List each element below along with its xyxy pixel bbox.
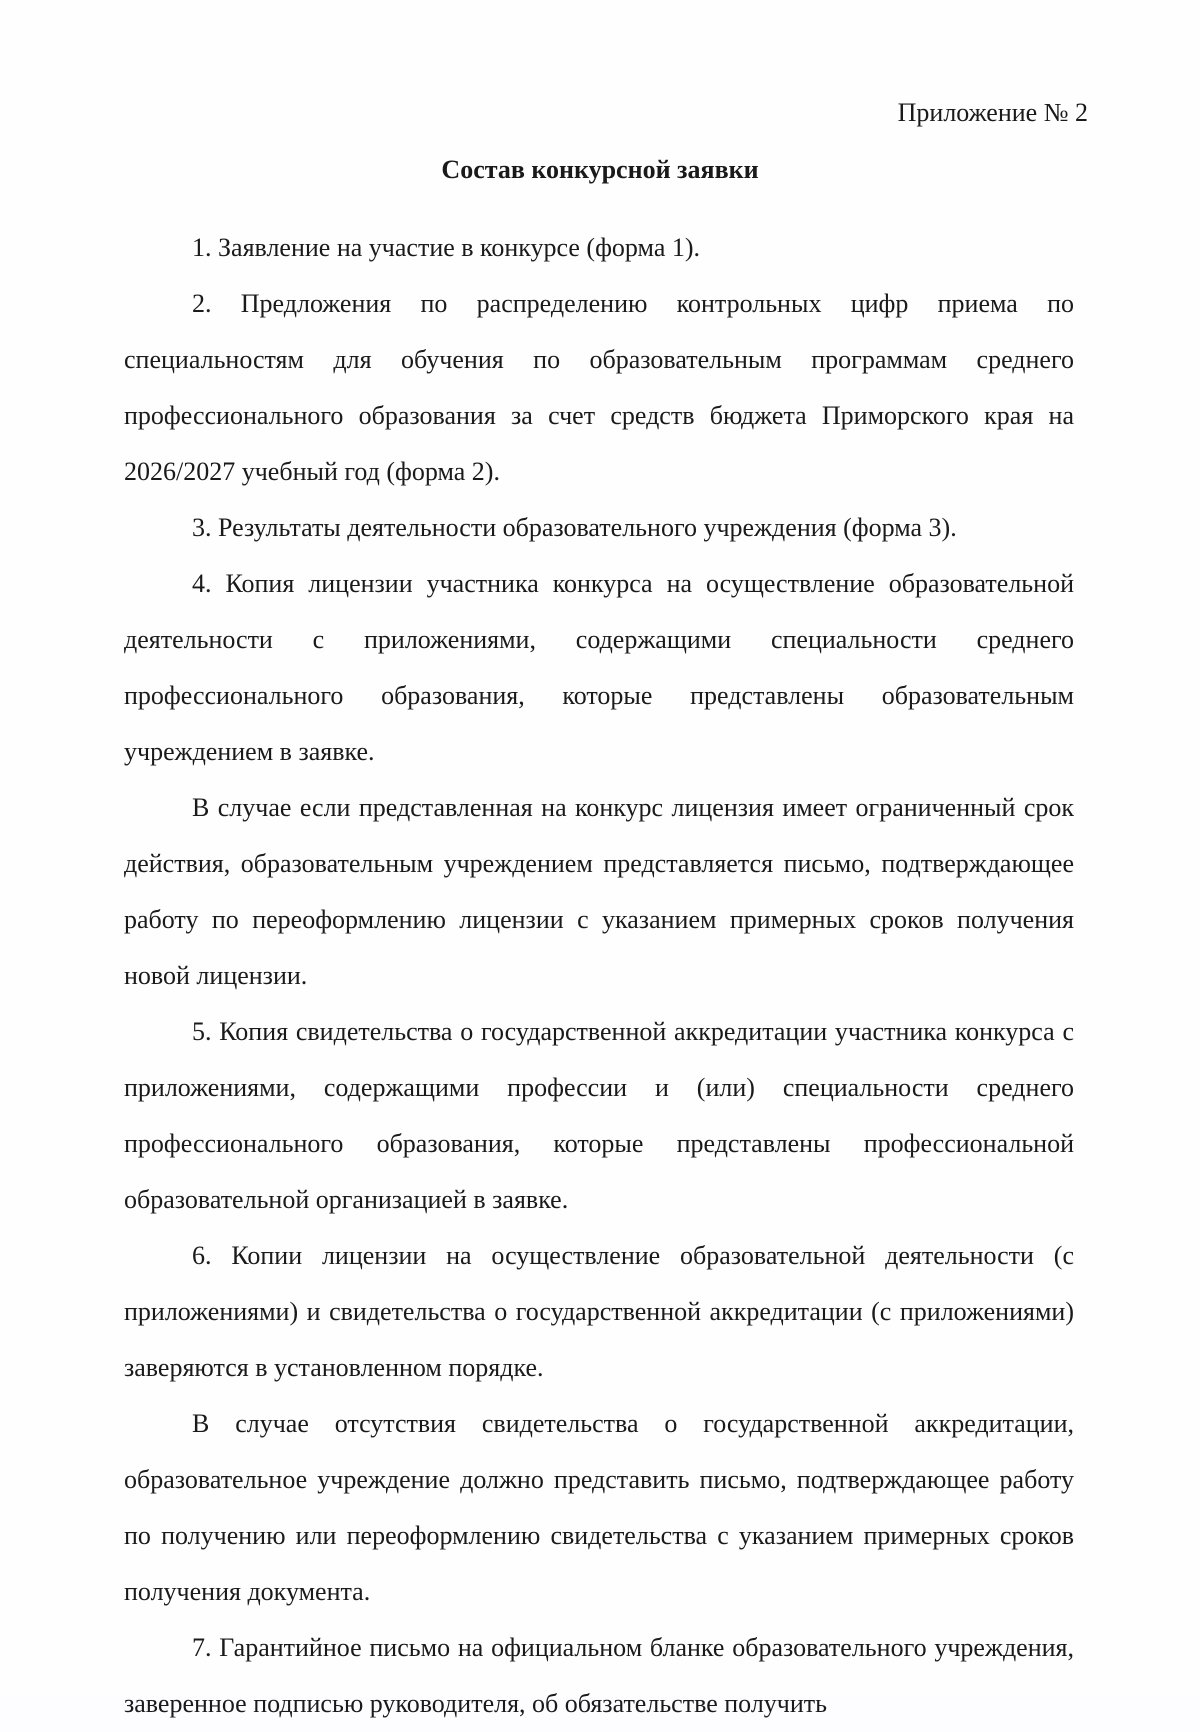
paragraph-item-2: 2. Предложения по распределению контрольных цифр приема по специальностям для обучения по образовательным программам среднего профессионального образования за счет средств бюджета Приморского края на 2026/2027 учебный год (форма 2). [124, 289, 1074, 486]
paragraph-item-6: 6. Копии лицензии на осуществление образовательной деятельности (с приложениями) и свидетельства о государственной аккредитации (с приложениями) заверяются в установленном порядке. [124, 1241, 1074, 1382]
document-title: Состав конкурсной заявки [441, 155, 759, 184]
appendix-label: Приложение № 2 [897, 98, 1088, 127]
document-body [124, 220, 1074, 1732]
paragraph-accreditation-note: В случае отсутствия свидетельства о государственной аккредитации, образовательное учреждение должно представить письмо, подтверждающее работу по получению или переоформлению свидетельства с указанием примерных сроков получения документа. [124, 1409, 1074, 1606]
paragraph-item-7: 7. Гарантийное письмо на официальном бланке образовательного учреждения, заверенное подписью руководителя, об обязательстве получить [124, 1633, 1074, 1718]
paragraph-license-note: В случае если представленная на конкурс лицензия имеет ограниченный срок действия, образовательным учреждением представляется письмо, подтверждающее работу по переоформлению лицензии с указанием примерных сроков получения новой лицензии. [124, 793, 1074, 990]
paragraph-item-4: 4. Копия лицензии участника конкурса на осуществление образовательной деятельности с приложениями, содержащими специальности среднего профессионального образования, которые представлены образовательным учреждением в заявке. [124, 569, 1074, 766]
paragraph-item-1: 1. Заявление на участие в конкурсе (форма 1). [192, 233, 701, 262]
paragraph-item-5: 5. Копия свидетельства о государственной аккредитации участника конкурса с приложениями, содержащими профессии и (или) специальности среднего профессионального образования, которые представлены профессиональной образовательной организацией в заявке. [124, 1017, 1074, 1214]
paragraph-item-3: 3. Результаты деятельности образовательного учреждения (форма 3). [192, 513, 957, 542]
